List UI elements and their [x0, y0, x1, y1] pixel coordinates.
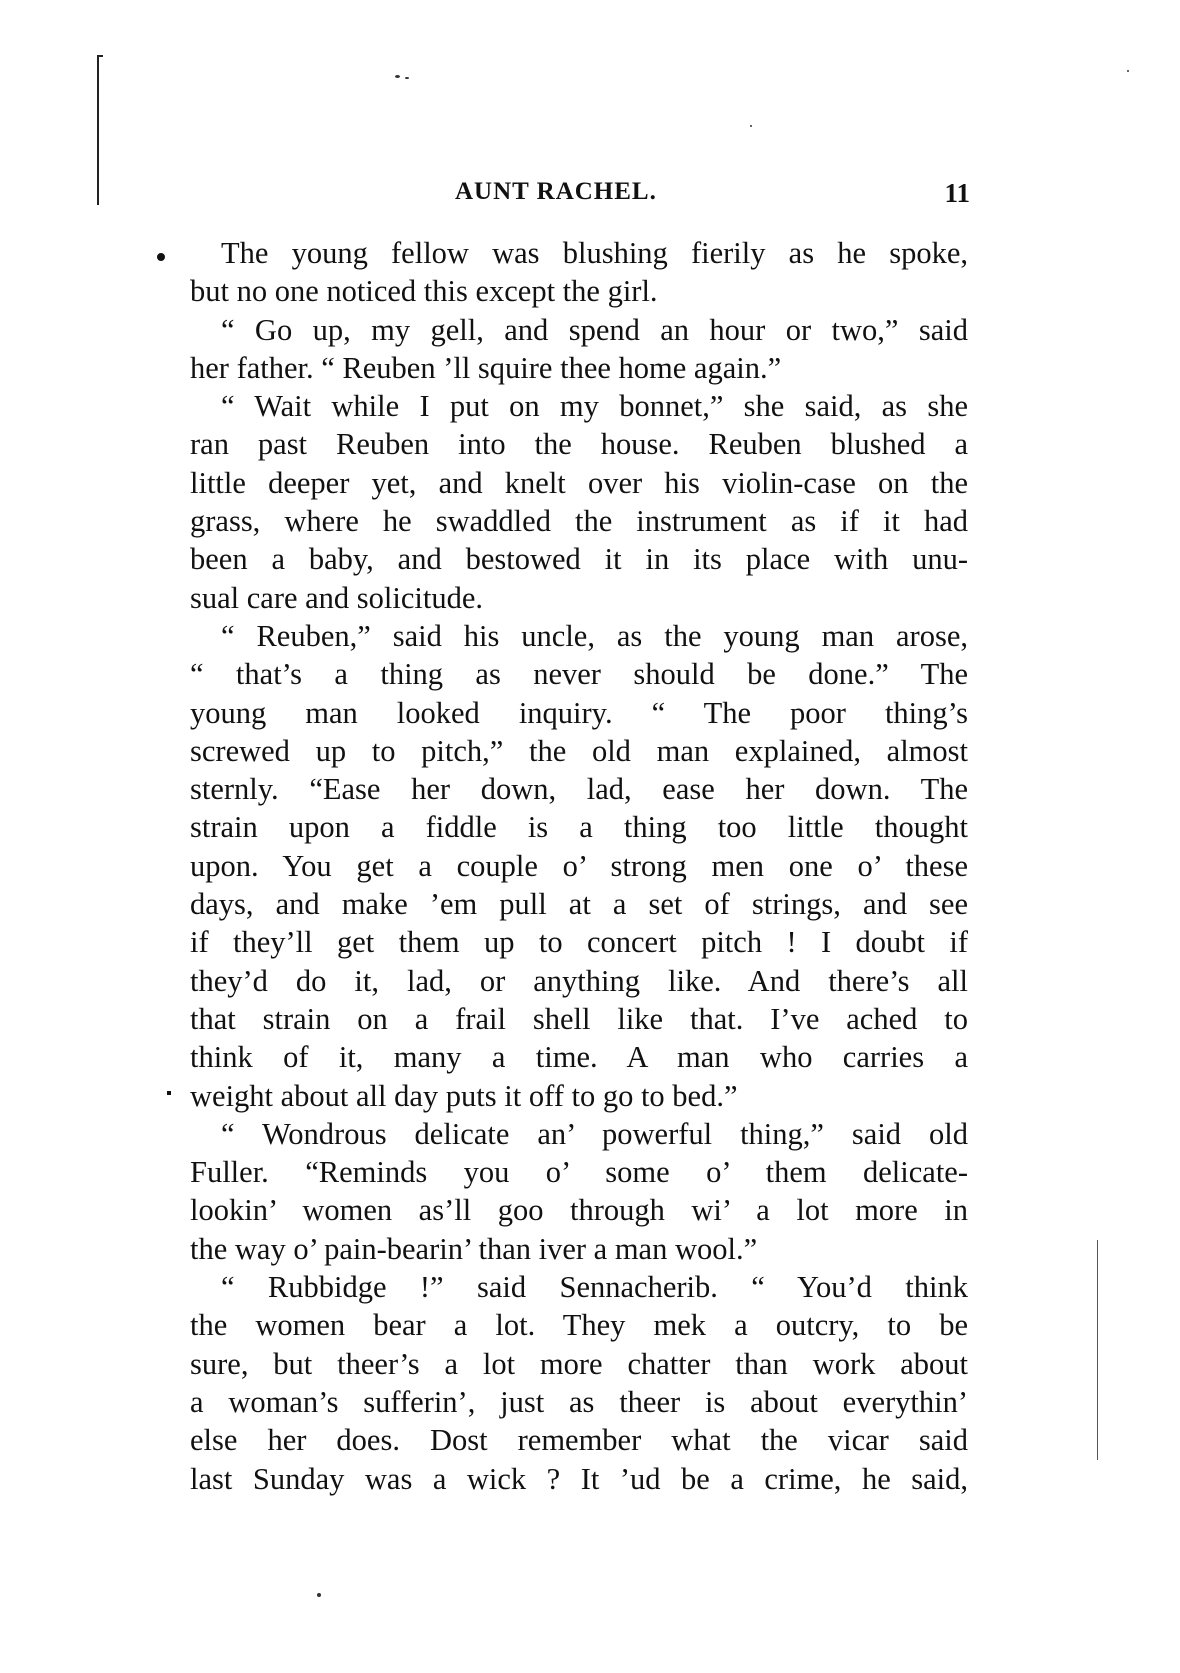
- text-line: screwed up to pitch,” the old man explained, almost: [190, 733, 968, 768]
- page-number: 11: [944, 178, 970, 208]
- text-line: days, and make ’em pull at a set of strings, and see: [190, 887, 968, 922]
- text-line: upon. You get a couple o’ strong men one o’ these: [190, 848, 968, 883]
- text-line: “ that’s a thing as never should be done.” The: [190, 657, 968, 692]
- text-line: been a baby, and bestowed it in its place with unu-: [190, 542, 968, 577]
- text-line: last Sunday was a wick ? It ’ud be a crime, he said,: [190, 1461, 968, 1496]
- text-line: if they’ll get them up to concert pitch ! I doubt if: [190, 925, 968, 960]
- text-line: strain upon a fiddle is a thing too little thought: [190, 810, 968, 845]
- text-line: lookin’ women as’ll goo through wi’ a lot more in: [190, 1193, 968, 1228]
- text-line: think of it, many a time. A man who carries a: [190, 1040, 968, 1075]
- body-text: [190, 234, 968, 1498]
- running-title: AUNT RACHEL.: [455, 178, 657, 205]
- text-line: ran past Reuben into the house. Reuben blushed a: [190, 427, 968, 462]
- text-line: “ Wondrous delicate an’ powerful thing,” said old: [221, 1116, 968, 1151]
- text-line: “ Go up, my gell, and spend an hour or two,” said: [221, 312, 968, 347]
- text-line: weight about all day puts it off to go to bed.”: [190, 1078, 738, 1113]
- scan-edge-mark: [97, 55, 99, 205]
- text-line: the way o’ pain-bearin’ than iver a man wool.”: [190, 1231, 758, 1266]
- scan-speck: [405, 77, 409, 79]
- text-line: young man looked inquiry. “ The poor thing’s: [190, 695, 968, 730]
- text-line: Fuller. “Reminds you o’ some o’ them delicate-: [190, 1155, 968, 1190]
- scan-edge-tick: [97, 55, 103, 57]
- text-line: they’d do it, lad, or anything like. And there’s all: [190, 963, 968, 998]
- text-line: grass, where he swaddled the instrument as if it had: [190, 504, 968, 539]
- margin-dot-mark: [167, 1091, 171, 1095]
- text-line: The young fellow was blushing fierily as he spoke,: [221, 236, 968, 270]
- text-line: else her does. Dost remember what the vicar said: [190, 1423, 968, 1458]
- text-line: her father. “ Reuben ’ll squire thee home again.”: [190, 350, 782, 385]
- text-line: “ Rubbidge !” said Sennacherib. “ You’d think: [221, 1270, 968, 1305]
- text-line: a woman’s sufferin’, just as theer is about everythin’: [190, 1384, 968, 1419]
- text-line: “ Reuben,” said his uncle, as the young man arose,: [221, 618, 968, 653]
- text-line: that strain on a frail shell like that. I’ve ached to: [190, 1001, 968, 1036]
- scan-edge-mark: [1097, 1240, 1098, 1460]
- text-line: little deeper yet, and knelt over his violin-case on the: [190, 465, 968, 500]
- text-line: but no one noticed this except the girl.: [190, 274, 658, 309]
- scan-speck: [750, 125, 752, 127]
- running-head: [190, 178, 970, 218]
- scan-speck: [395, 75, 400, 78]
- text-line: sual care and solicitude.: [190, 580, 484, 615]
- margin-bullet-mark: [157, 253, 165, 261]
- scan-speck: [317, 1593, 321, 1597]
- text-line: sternly. “Ease her down, lad, ease her down. The: [190, 772, 968, 807]
- scan-speck: [1127, 70, 1129, 72]
- text-line: the women bear a lot. They mek a outcry, to be: [190, 1308, 968, 1343]
- text-line: sure, but theer’s a lot more chatter than work about: [190, 1346, 968, 1381]
- text-line: “ Wait while I put on my bonnet,” she said, as she: [221, 389, 968, 424]
